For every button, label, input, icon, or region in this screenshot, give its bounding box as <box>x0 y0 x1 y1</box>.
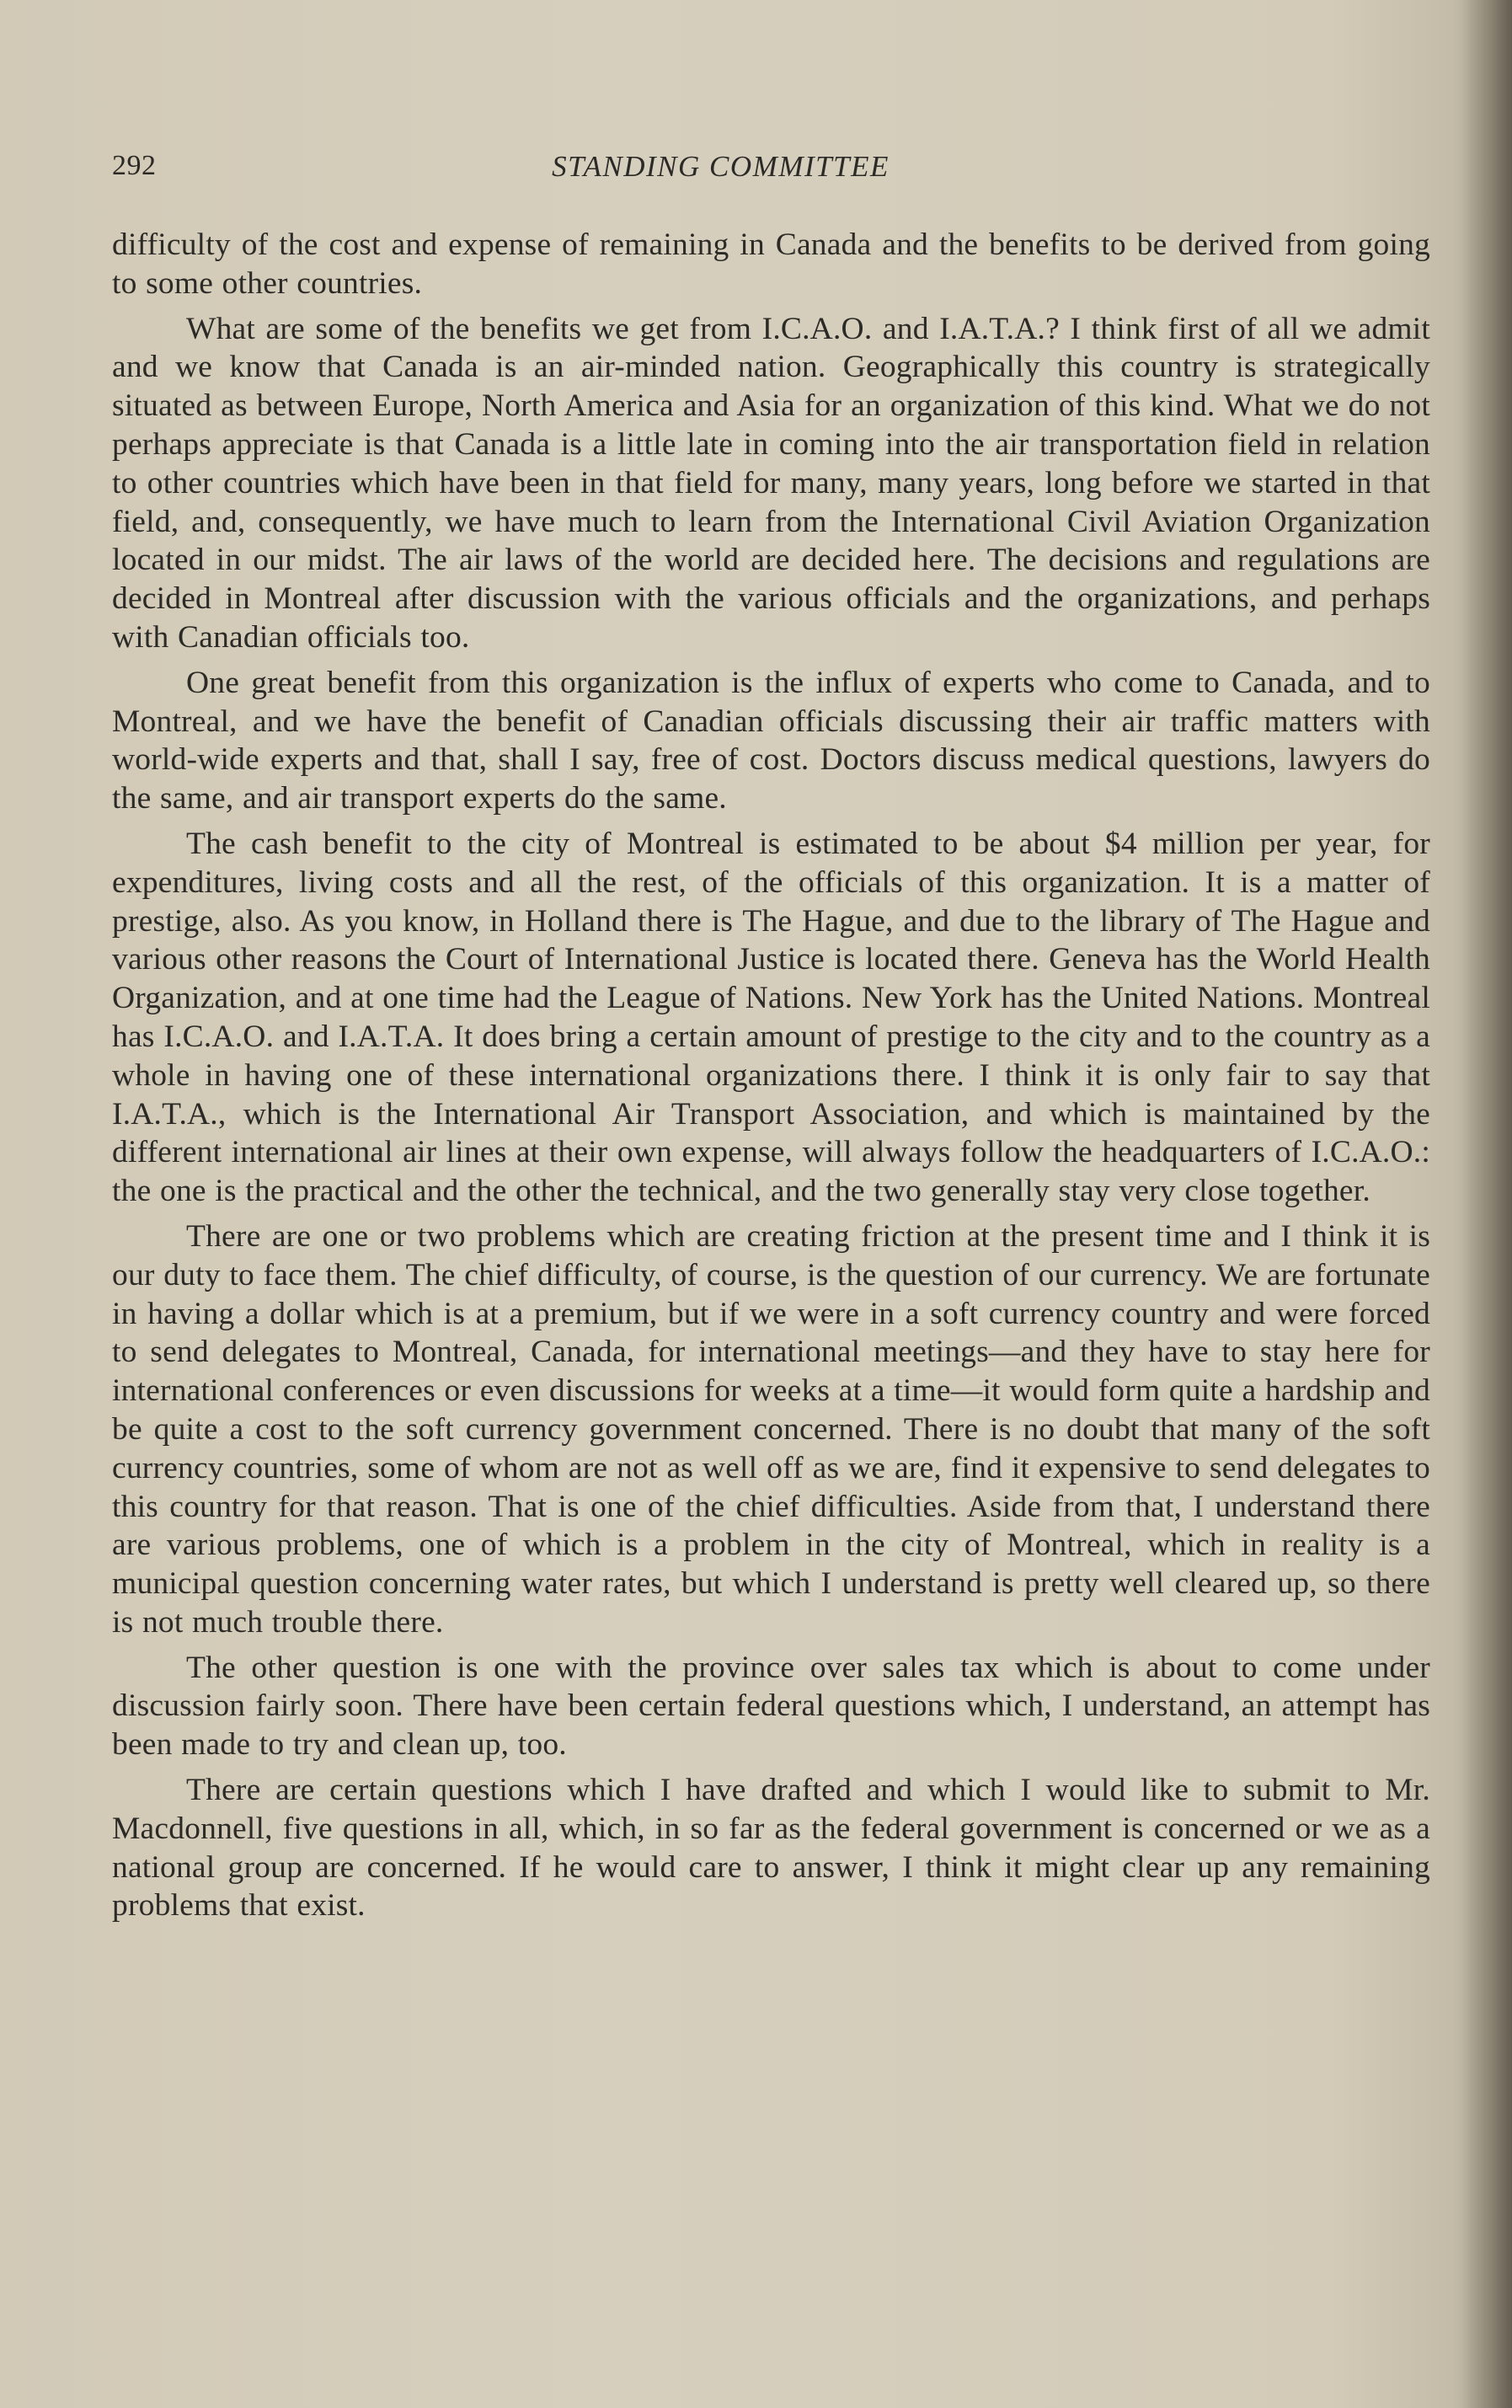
binding-shadow <box>1461 0 1512 2408</box>
paragraph-problems: There are one or two problems which are creating friction at the present time and I think it is our duty to face them. The chief difficulty, of course, is the question of our currency. We are fortunate in having a dollar which is at a premium, but if we were in a soft currency country and were forced to send delegates to Montreal, Canada, for international meetings—and they have to stay here for international conferences or even discussions for weeks at a time—it would form quite a hardship and be quite a cost to the soft currency government concerned. There is no doubt that many of the soft currency countries, some of whom are not as well off as we are, find it expensive to send delegates to this country for that reason. That is one of the chief difficulties. Aside from that, I understand there are various problems, one of which is a problem in the city of Montreal, which in reality is a municipal question concerning water rates, but which I understand is pretty well cleared up, so there is not much trouble there. <box>112 1218 1430 1640</box>
body-text <box>112 226 1430 1932</box>
page-number: 292 <box>112 150 157 181</box>
paragraph-continued: difficulty of the cost and expense of remaining in Canada and the benefits to be derived from going to some other countries. <box>112 227 1430 301</box>
page-header <box>112 150 1430 192</box>
paragraph-experts: One great benefit from this organization is the influx of experts who come to Canada, and to Montreal, and we have the benefit of Canadian officials discussing their air traffic matters with world-wide experts and that, shall I say, free of cost. Doctors discuss medical questions, lawyers do the same, and air transport experts do the same. <box>112 665 1430 816</box>
paragraph-sales-tax: The other question is one with the province over sales tax which is about to come under discussion fairly soon. There have been certain federal questions which, I understand, an attempt has been made to try and clean up, too. <box>112 1650 1430 1763</box>
paragraph-questions: There are certain questions which I have drafted and which I would like to submit to Mr. Macdonnell, five questions in all, which, in so far as the federal government is concerned or we as a national group are concerned. If he would care to answer, I think it might clear up any remaining problems that exist. <box>112 1773 1430 1924</box>
paragraph-cash-benefit: The cash benefit to the city of Montreal is estimated to be about $4 million per year, for expenditures, living costs and all the rest, of the officials of this organization. It is a matter of prestige, also. As you know, in Holland there is The Hague, and due to the library of The Hague and various other reasons the Court of International Justice is located there. Geneva has the World Health Organization, and at one time had the League of Nations. New York has the United Nations. Montreal has I.C.A.O. and I.A.T.A. It does bring a certain amount of prestige to the city and to the country as a whole in having one of these international organizations there. I think it is only fair to say that I.A.T.A., which is the International Air Transport Association, and which is maintained by the different international air lines at their own expense, will always follow the headquarters of I.C.A.O.: the one is the practical and the other the technical, and the two generally stay very close together. <box>112 826 1430 1209</box>
running-head: STANDING COMMITTEE <box>552 150 890 183</box>
paragraph-benefits: What are some of the benefits we get from I.C.A.O. and I.A.T.A.? I think first of all we admit and we know that Canada is an air-minded nation. Geographically this country is strategically situated as between Europe, North America and Asia for an organization of this kind. What we do not perhaps appreciate is that Canada is a little late in coming into the air transportation field in relation to other countries which have been in that field for many, many years, long before we started in that field, and, consequently, we have much to learn from the International Civil Aviation Organization located in our midst. The air laws of the world are decided here. The decisions and regulations are decided in Montreal after discussion with the various officials and the organizations, and perhaps with Canadian officials too. <box>112 311 1430 655</box>
